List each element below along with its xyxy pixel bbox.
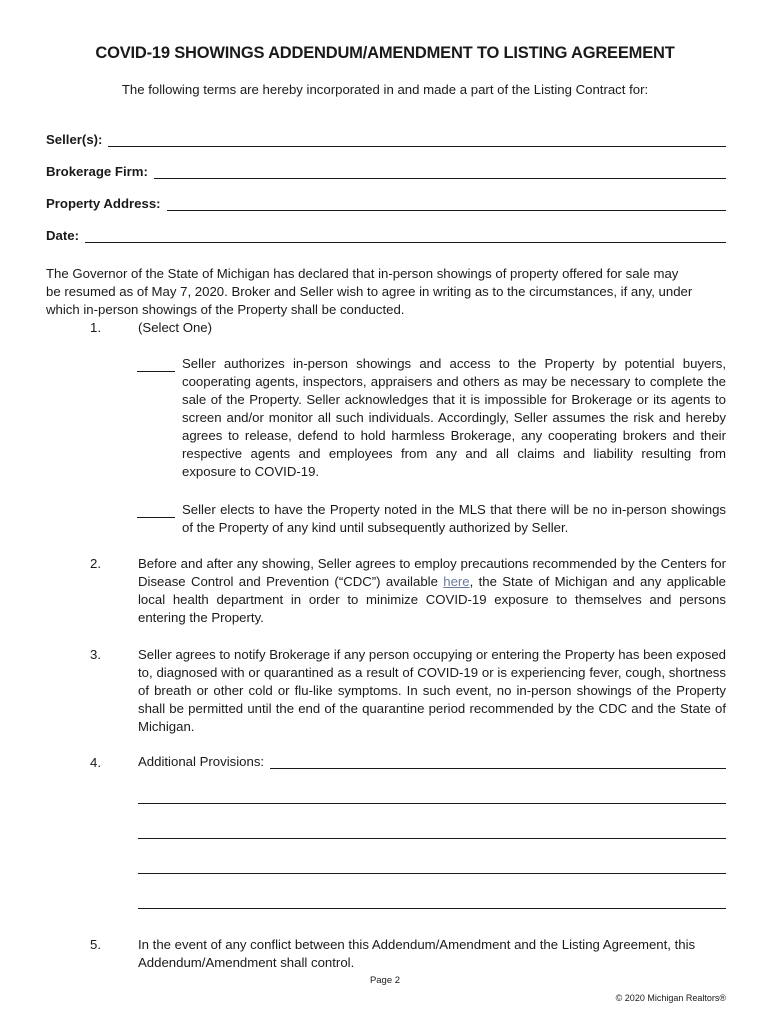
property-address-label: Property Address: (46, 196, 161, 211)
option-b-checkbox-blank[interactable] (137, 501, 175, 518)
property-address-input-line[interactable] (167, 196, 726, 211)
cdc-here-link[interactable]: here (443, 574, 470, 589)
additional-provisions-field (138, 754, 726, 769)
sellers-field (46, 132, 726, 147)
sellers-label: Seller(s): (46, 132, 103, 147)
additional-provisions-line-5[interactable] (138, 908, 726, 909)
item-2-text-start: Before and after any showing, Seller agrees to employ precautions recommended by the Centers for Disease Control and Prevention (“CDC”) available (138, 556, 726, 589)
additional-provisions-line-4[interactable] (138, 873, 726, 874)
item-5-text: In the event of any conflict between this Addendum/Amendment and the Listing Agreement, this Addendum/Amendment shall control. (138, 937, 696, 970)
item-5-number: 5. (90, 937, 101, 952)
intro-line-3: which in-person showings of the Property shall be conducted. (46, 302, 405, 317)
select-one-label: (Select One) (138, 320, 213, 335)
document-title: COVID-19 SHOWINGS ADDENDUM/AMENDMENT TO LISTING AGREEMENT (95, 44, 675, 62)
additional-provisions-line-3[interactable] (138, 838, 726, 839)
intro-line-2: be resumed as of May 7, 2020. Broker and Seller wish to agree in writing as to the circumstances, if any, under (46, 284, 693, 299)
page-number: Page 2 (369, 975, 401, 986)
item-2-number: 2. (90, 556, 101, 571)
date-field (46, 228, 726, 243)
additional-provisions-label: Additional Provisions: (138, 754, 265, 769)
intro-paragraph (46, 265, 730, 319)
property-address-field (46, 196, 726, 211)
item-2-text (138, 555, 726, 627)
date-input-line[interactable] (85, 228, 726, 243)
item-3-text: Seller agrees to notify Brokerage if any person occupying or entering the Property has been exposed to, diagnosed with or quarantined as a result of COVID-19 or is experiencing fever, cough, shortness of breath or other cold or flu-like symptoms. In such event, no in-person showings of the Property shall be permitted until the end of the quarantine period recommended by the CDC and the State of Michigan. (138, 647, 726, 734)
document-subtitle: The following terms are hereby incorporated in and made a part of the Listing Contract for: (121, 82, 649, 97)
item-1-number: 1. (90, 320, 101, 335)
intro-line-1: The Governor of the State of Michigan has declared that in-person showings of property offered for sale may (46, 266, 679, 281)
brokerage-label: Brokerage Firm: (46, 164, 148, 179)
option-b-text: Seller elects to have the Property noted in the MLS that there will be no in-person showings of the Property of any kind until subsequently authorized by Seller. (182, 502, 726, 535)
additional-provisions-line-1[interactable] (270, 754, 726, 769)
additional-provisions-line-2[interactable] (138, 803, 726, 804)
item-2-text-end: , the State of Michigan and any applicable local health department in order to minimize COVID-19 exposure to themselves and persons entering the Property. (138, 574, 726, 625)
brokerage-field (46, 164, 726, 179)
date-label: Date: (46, 228, 79, 243)
option-a-text: Seller authorizes in-person showings and access to the Property by potential buyers, cooperating agents, inspectors, appraisers and others as may be necessary to complete the sale of the Property. Seller acknowledges that it is impossible for Brokerage or its agents to screen and/or monitor all such individuals. Accordingly, Seller assumes the risk and hereby agrees to release, defend to hold harmless Brokerage, any cooperating brokers and their respective agents and employees from any and all claims and liability resulting from exposure to COVID-19. (182, 356, 726, 479)
sellers-input-line[interactable] (108, 132, 726, 147)
copyright-notice: © 2020 Michigan Realtors® (615, 993, 726, 1003)
item-4-number: 4. (90, 755, 101, 770)
item-3-number: 3. (90, 647, 101, 662)
option-a-checkbox-blank[interactable] (137, 355, 175, 372)
brokerage-input-line[interactable] (154, 164, 726, 179)
